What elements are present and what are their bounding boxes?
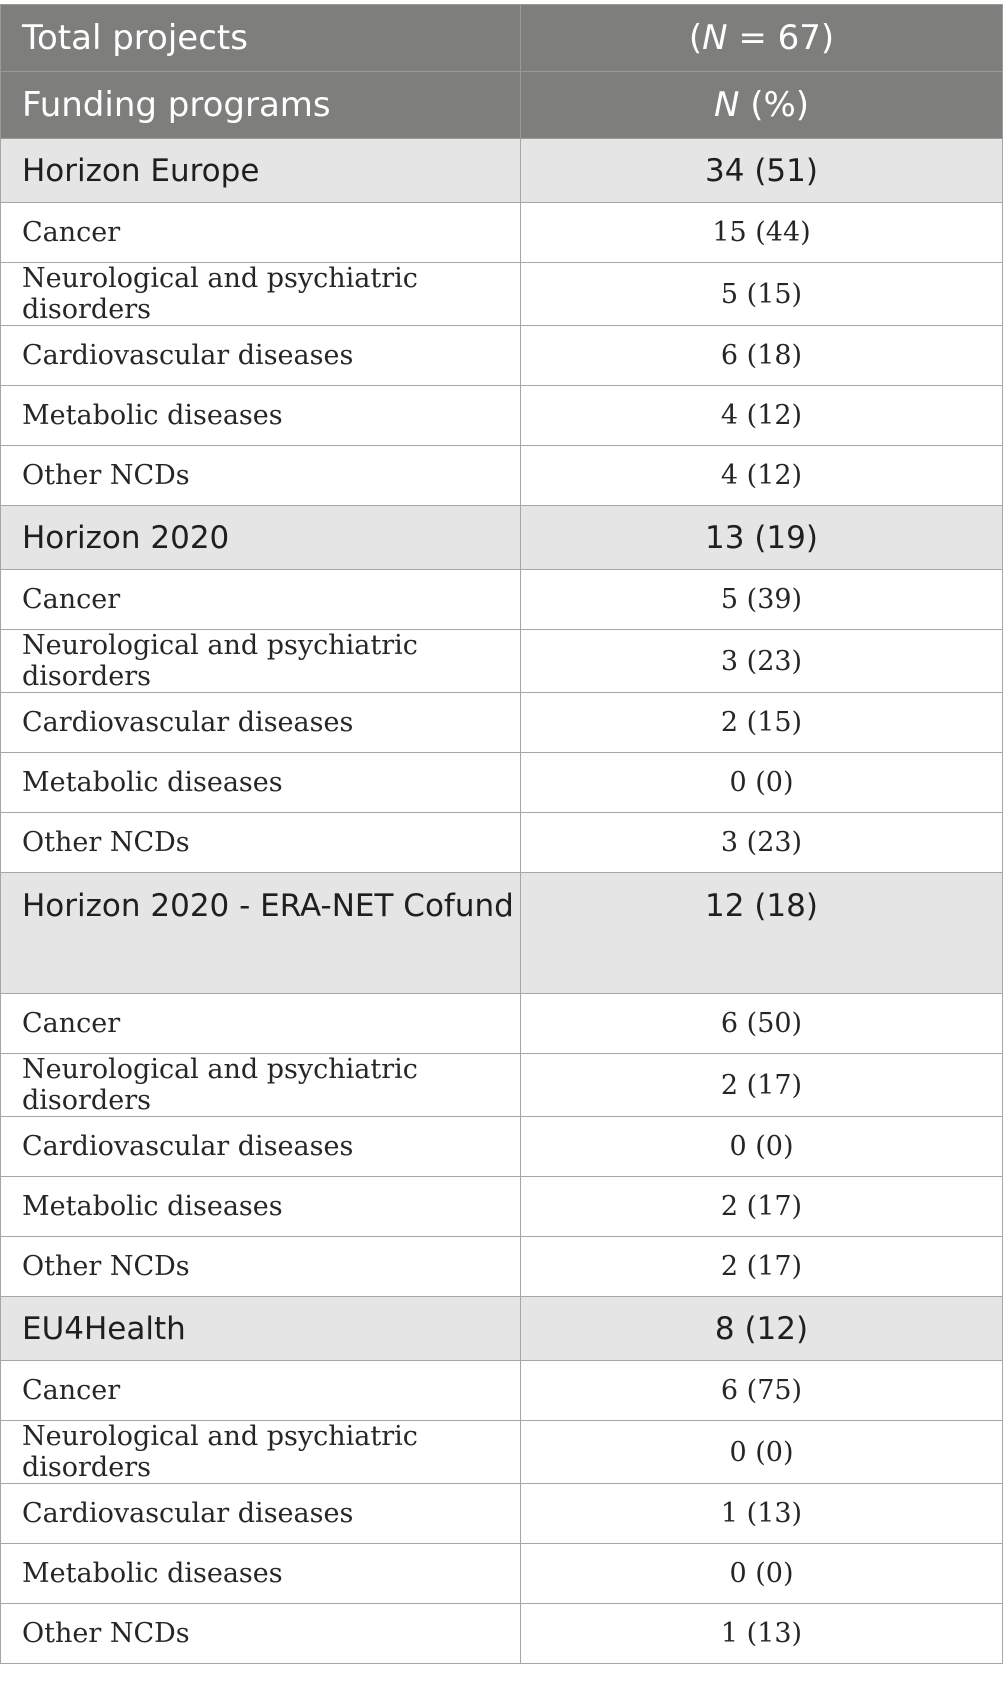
category-label: Metabolic diseases — [1, 753, 521, 813]
category-value: 15 (44) — [521, 203, 1003, 263]
category-label: Cardiovascular diseases — [1, 1117, 521, 1177]
category-value: 6 (50) — [521, 994, 1003, 1054]
category-value: 4 (12) — [521, 446, 1003, 506]
funding-programs-header: Funding programs — [1, 72, 521, 139]
category-value: 2 (17) — [521, 1177, 1003, 1237]
category-row — [1, 263, 1003, 326]
program-name: EU4Health — [1, 1297, 521, 1361]
category-value: 5 (15) — [521, 263, 1003, 326]
category-row — [1, 813, 1003, 873]
category-row — [1, 753, 1003, 813]
category-row — [1, 994, 1003, 1054]
category-value: 5 (39) — [521, 570, 1003, 630]
category-row — [1, 386, 1003, 446]
category-value: 1 (13) — [521, 1484, 1003, 1544]
program-value: 12 (18) — [521, 873, 1003, 994]
program-name: Horizon 2020 — [1, 506, 521, 570]
total-n-count: = 67) — [727, 18, 835, 58]
category-label: Cancer — [1, 994, 521, 1054]
total-open-paren: ( — [688, 18, 703, 58]
category-label: Neurological and psychiatric disorders — [1, 630, 521, 693]
category-label: Metabolic diseases — [1, 1544, 521, 1604]
category-label: Metabolic diseases — [1, 1177, 521, 1237]
category-row — [1, 1604, 1003, 1664]
category-value: 1 (13) — [521, 1604, 1003, 1664]
program-row — [1, 873, 1003, 994]
category-value: 2 (17) — [521, 1237, 1003, 1297]
category-row — [1, 1484, 1003, 1544]
category-row — [1, 1544, 1003, 1604]
category-row — [1, 1177, 1003, 1237]
n-symbol: N — [713, 85, 740, 125]
category-label: Neurological and psychiatric disorders — [1, 263, 521, 326]
category-row — [1, 630, 1003, 693]
category-value: 0 (0) — [521, 1421, 1003, 1484]
category-label: Cancer — [1, 570, 521, 630]
total-n-symbol: N — [702, 18, 728, 58]
category-row — [1, 446, 1003, 506]
category-value: 2 (15) — [521, 693, 1003, 753]
program-value: 8 (12) — [521, 1297, 1003, 1361]
category-value: 3 (23) — [521, 813, 1003, 873]
category-row — [1, 1237, 1003, 1297]
category-value: 0 (0) — [521, 1544, 1003, 1604]
program-row — [1, 506, 1003, 570]
category-value: 6 (75) — [521, 1361, 1003, 1421]
program-value: 34 (51) — [521, 139, 1003, 203]
category-row — [1, 203, 1003, 263]
category-row — [1, 570, 1003, 630]
header-row-columns — [1, 72, 1003, 139]
category-row — [1, 326, 1003, 386]
n-percent-header — [521, 72, 1003, 139]
category-value: 2 (17) — [521, 1054, 1003, 1117]
header-row-total — [1, 5, 1003, 72]
category-label: Neurological and psychiatric disorders — [1, 1421, 521, 1484]
category-value: 3 (23) — [521, 630, 1003, 693]
funding-programs-table — [0, 4, 1003, 1664]
total-projects-label: Total projects — [1, 5, 521, 72]
category-label: Cardiovascular diseases — [1, 1484, 521, 1544]
category-label: Other NCDs — [1, 1604, 521, 1664]
category-row — [1, 693, 1003, 753]
category-value: 6 (18) — [521, 326, 1003, 386]
category-label: Neurological and psychiatric disorders — [1, 1054, 521, 1117]
total-projects-value — [521, 5, 1003, 72]
category-label: Other NCDs — [1, 446, 521, 506]
category-label: Cancer — [1, 203, 521, 263]
program-row — [1, 139, 1003, 203]
category-label: Metabolic diseases — [1, 386, 521, 446]
category-label: Other NCDs — [1, 813, 521, 873]
program-row — [1, 1297, 1003, 1361]
program-name: Horizon Europe — [1, 139, 521, 203]
category-row — [1, 1054, 1003, 1117]
category-row — [1, 1361, 1003, 1421]
percent-symbol: (%) — [739, 85, 810, 125]
category-label: Cancer — [1, 1361, 521, 1421]
program-value: 13 (19) — [521, 506, 1003, 570]
category-label: Other NCDs — [1, 1237, 521, 1297]
category-row — [1, 1421, 1003, 1484]
category-value: 4 (12) — [521, 386, 1003, 446]
category-value: 0 (0) — [521, 753, 1003, 813]
category-value: 0 (0) — [521, 1117, 1003, 1177]
category-row — [1, 1117, 1003, 1177]
category-label: Cardiovascular diseases — [1, 693, 521, 753]
category-label: Cardiovascular diseases — [1, 326, 521, 386]
program-name: Horizon 2020 - ERA-NET Cofund — [1, 873, 521, 994]
